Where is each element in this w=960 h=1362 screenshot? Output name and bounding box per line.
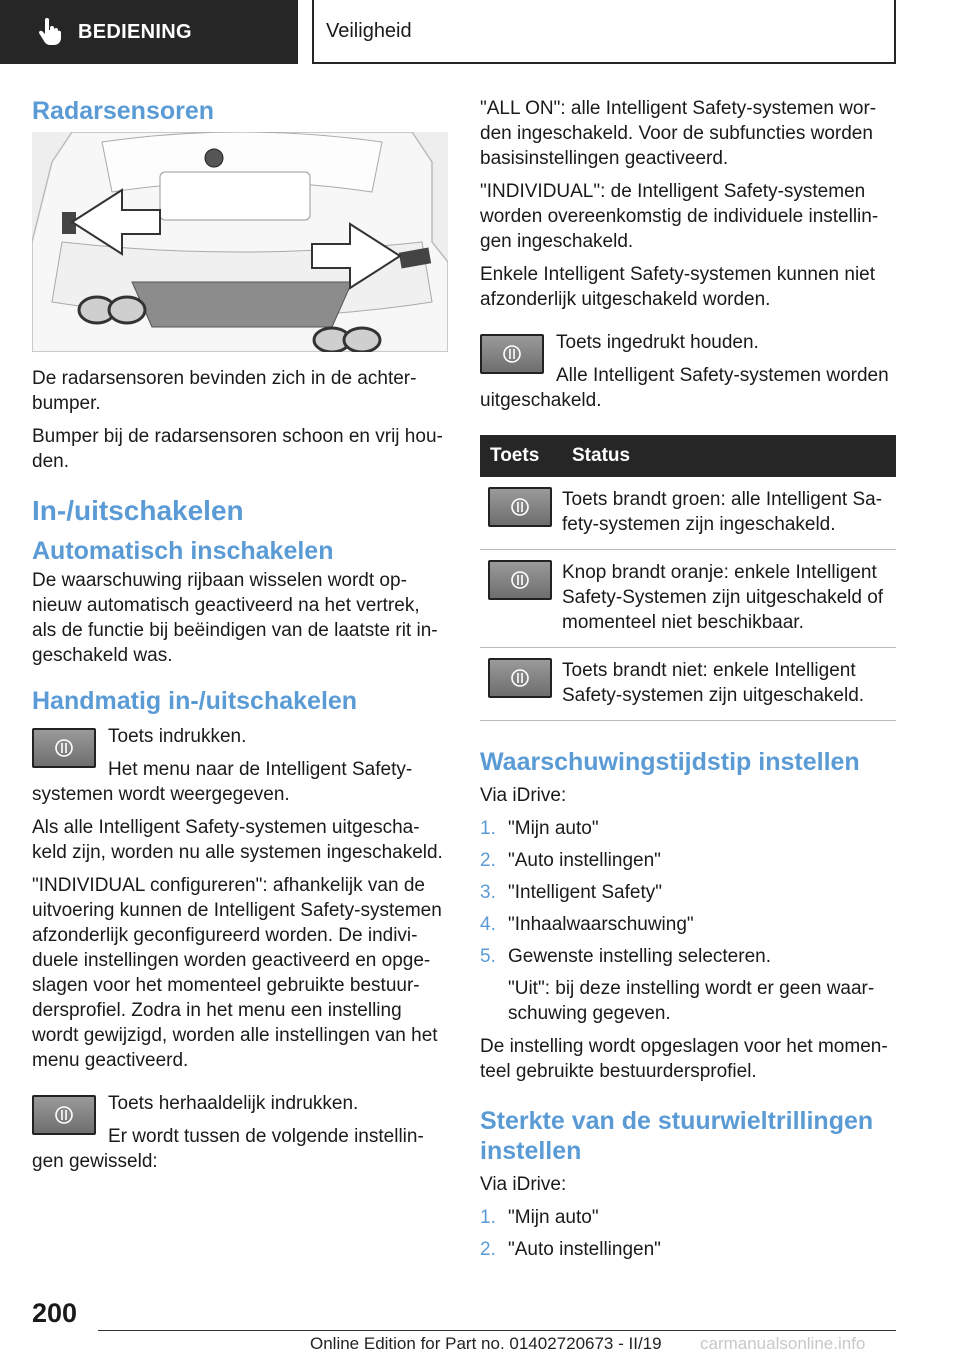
section-label: BEDIENING <box>78 20 192 43</box>
press-once-text: Toets indrukken. <box>108 726 247 747</box>
manual-heading: Handmatig in-/uitschakelen <box>32 687 358 715</box>
safety-button-image <box>488 560 552 600</box>
inuit-heading: In-/uitschakelen <box>32 495 244 526</box>
vibration-steps-list <box>480 1205 896 1262</box>
individual-text: "INDIVIDUAL": de Intelligent Safety-systemen worden overeenkomstig de individuele instellingen ingeschakeld. <box>480 181 879 252</box>
off-setting-note: "Uit": bij deze instelling wordt er geen waarschuwing gegeven. <box>508 978 875 1024</box>
safety-button-image <box>488 658 552 698</box>
hold-result: Alle Intelligent Safety-systemen worden uitgeschakeld. <box>480 365 889 411</box>
chapter-label: Veiligheid <box>326 19 412 42</box>
safety-lane-icon <box>54 738 74 758</box>
safety-button-image <box>32 1095 96 1135</box>
saved-profile-text: De instelling wordt opgeslagen voor het momenteel gebruikte bestuurdersprofiel. <box>480 1036 888 1082</box>
status-cell: Toets brandt niet: enkele Intelligent Safety-systemen zijn uitgeschakeld. <box>562 648 896 721</box>
safety-button-image <box>480 334 544 374</box>
all-on-text: "ALL ON": alle Intelligent Safety-systemen worden ingeschakeld. Voor de subfuncties worden basisinstellingen geactiveerd. <box>480 98 877 169</box>
car-rear-bumper-illustration <box>32 132 448 352</box>
safety-lane-icon <box>54 1105 74 1125</box>
safety-button-image <box>488 487 552 527</box>
radar-heading: Radarsensoren <box>32 97 215 125</box>
radar-location-text: De radarsensoren bevinden zich in de achterbumper. <box>32 368 417 414</box>
list-item: 1. "Mijn auto" <box>480 1207 599 1228</box>
list-item: 1. "Mijn auto" <box>480 818 599 839</box>
some-systems-text: Enkele Intelligent Safety-systemen kunnen niet afzonderlijk uitgeschakeld worden. <box>480 264 876 310</box>
table-row <box>480 648 896 721</box>
auto-text: De waarschuwing rijbaan wisselen wordt opnieuw automatisch geactiveerd na het vertrek, als de functie bij beëindigen van de laatste rit ingeschakeld was. <box>32 570 438 666</box>
footer-divider <box>98 1330 896 1331</box>
list-item: 2. "Auto instellingen" <box>480 1239 661 1260</box>
hand-pointer-icon <box>34 17 64 47</box>
individual-config-text: "INDIVIDUAL configureren": afhankelijk van de uitvoering kunnen de Intelligent Safety-systemen afzonderlijk geconfigureerd worden. De individuele instellingen worden geactiveerd en opgeslagen voor het momenteel gebruikte bestuurdersprofiel. Zodra in het menu een instelling wordt gewijzigd, worden alle instellingen van het menu geactiveerd. <box>32 875 442 1071</box>
status-table <box>480 435 896 721</box>
list-item: 3. "Intelligent Safety" <box>480 882 662 903</box>
page-number: 200 <box>32 1298 78 1328</box>
safety-lane-icon <box>502 344 522 364</box>
safety-lane-icon <box>510 497 530 517</box>
press-once-result: Het menu naar de Intelligent Safety-systemen wordt weergegeven. <box>32 759 413 805</box>
section-tab <box>0 0 298 64</box>
chapter-header <box>312 0 896 64</box>
press-repeat-block <box>32 1091 448 1182</box>
table-row <box>480 477 896 550</box>
status-cell: Knop brandt oranje: enkele Intelligent Safety-Systemen zijn uitgeschakeld of momenteel niet beschikbaar. <box>562 550 896 648</box>
table-header-row <box>480 435 896 477</box>
press-repeat-result: Er wordt tussen de volgende instellingen gewisseld: <box>32 1126 424 1172</box>
edition-text: Online Edition for Part no. 01402720673 - II/19 <box>310 1334 662 1353</box>
hold-block <box>480 330 896 421</box>
radar-clean-text: Bumper bij de radarsensoren schoon en vrij houden. <box>32 426 443 472</box>
press-repeat-text: Toets herhaaldelijk indrukken. <box>108 1093 359 1114</box>
warning-steps-list <box>480 816 896 969</box>
hold-text: Toets ingedrukt houden. <box>556 332 759 353</box>
left-column <box>32 96 448 1182</box>
table-row <box>480 550 896 648</box>
safety-button-image <box>32 728 96 768</box>
list-item: 2. "Auto instellingen" <box>480 850 661 871</box>
safety-lane-icon <box>510 668 530 688</box>
vibration-heading: Sterkte van de stuurwieltrillingen instellen <box>480 1107 874 1165</box>
status-cell: Toets brandt groen: alle Intelligent Safety-systemen zijn ingeschakeld. <box>562 477 896 550</box>
column-header-key: Toets <box>480 435 562 477</box>
watermark: carmanualsonline.info <box>700 1334 866 1353</box>
list-item: 5. Gewenste instelling selecteren. <box>480 946 771 967</box>
auto-heading: Automatisch inschakelen <box>32 537 334 565</box>
via-idrive-label: Via iDrive: <box>480 785 567 806</box>
list-item: 4. "Inhaalwaarschuwing" <box>480 914 694 935</box>
all-off-text: Als alle Intelligent Safety-systemen uitgeschakeld zijn, worden nu alle systemen ingeschakeld. <box>32 817 443 863</box>
right-column <box>480 96 896 1269</box>
column-header-status: Status <box>562 435 896 477</box>
safety-lane-icon <box>510 570 530 590</box>
via-idrive-label-2: Via iDrive: <box>480 1174 567 1195</box>
press-once-block <box>32 724 448 815</box>
warning-time-heading: Waarschuwingstijdstip instellen <box>480 748 860 776</box>
